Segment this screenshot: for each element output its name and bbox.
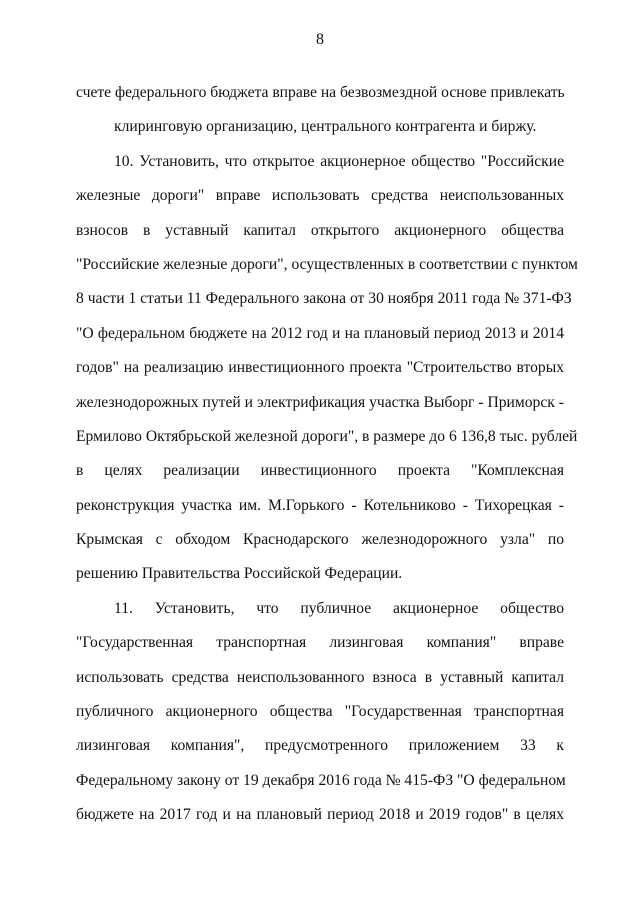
text-line: использовать средства неиспользованного взноса в уставный капитал [76, 668, 564, 686]
text-line: в целях реализации инвестиционного проекта "Комплексная [76, 462, 564, 480]
text-line: лизинговая компания", предусмотренного приложением 33 к [76, 737, 564, 755]
page-number: 8 [316, 31, 324, 48]
text-line: Ермилово Октябрьской железной дороги", в размере до 6 136,8 тыс. рублей [76, 427, 578, 445]
text-line: 10. Установить, что открытое акционерное общество "Российские [114, 152, 564, 170]
text-line: Крымская с обходом Краснодарского железнодорожного узла" по [76, 531, 564, 549]
text-line: публичного акционерного общества "Государственная транспортная [76, 703, 564, 721]
text-line: счете федерального бюджета вправе на безвозмездной основе привлекать [76, 84, 565, 101]
text-line: взносов в уставный капитал открытого акционерного общества [76, 221, 564, 239]
paragraph-item-11 [76, 592, 564, 833]
text-line: 8 части 1 статьи 11 Федерального закона от 30 ноября 2011 года № 371-ФЗ [76, 290, 572, 308]
text-line: клиринговую организацию, центрального контрагента и биржу. [114, 118, 537, 136]
text-line: "О федеральном бюджете на 2012 год и на плановый период 2013 и 2014 [76, 324, 564, 342]
text-line: 11. Установить, что публичное акционерное общество [114, 599, 564, 617]
paragraph-item-10 [76, 145, 578, 592]
text-line: решению Правительства Российской Федерации. [76, 565, 403, 583]
text-line: реконструкция участка им. М.Горького - Котельниково - Тихорецкая - [76, 496, 564, 514]
text-line: годов" на реализацию инвестиционного проекта "Строительство вторых [76, 359, 564, 377]
text-line: железные дороги" вправе использовать средства неиспользованных [76, 187, 564, 205]
paragraph-continuation [76, 76, 564, 145]
text-line: "Российские железные дороги", осуществленных в соответствии с пунктом [76, 255, 578, 273]
text-line: железнодорожных путей и электрификация участка Выборг - Приморск - [76, 393, 564, 411]
text-line: Федеральному закону от 19 декабря 2016 года № 415-ФЗ "О федеральном [76, 771, 566, 789]
document-body [76, 76, 578, 833]
text-line: бюджете на 2017 год и на плановый период 2018 и 2019 годов" в целях [76, 806, 564, 824]
text-line: "Государственная транспортная лизинговая компания" вправе [76, 634, 564, 652]
